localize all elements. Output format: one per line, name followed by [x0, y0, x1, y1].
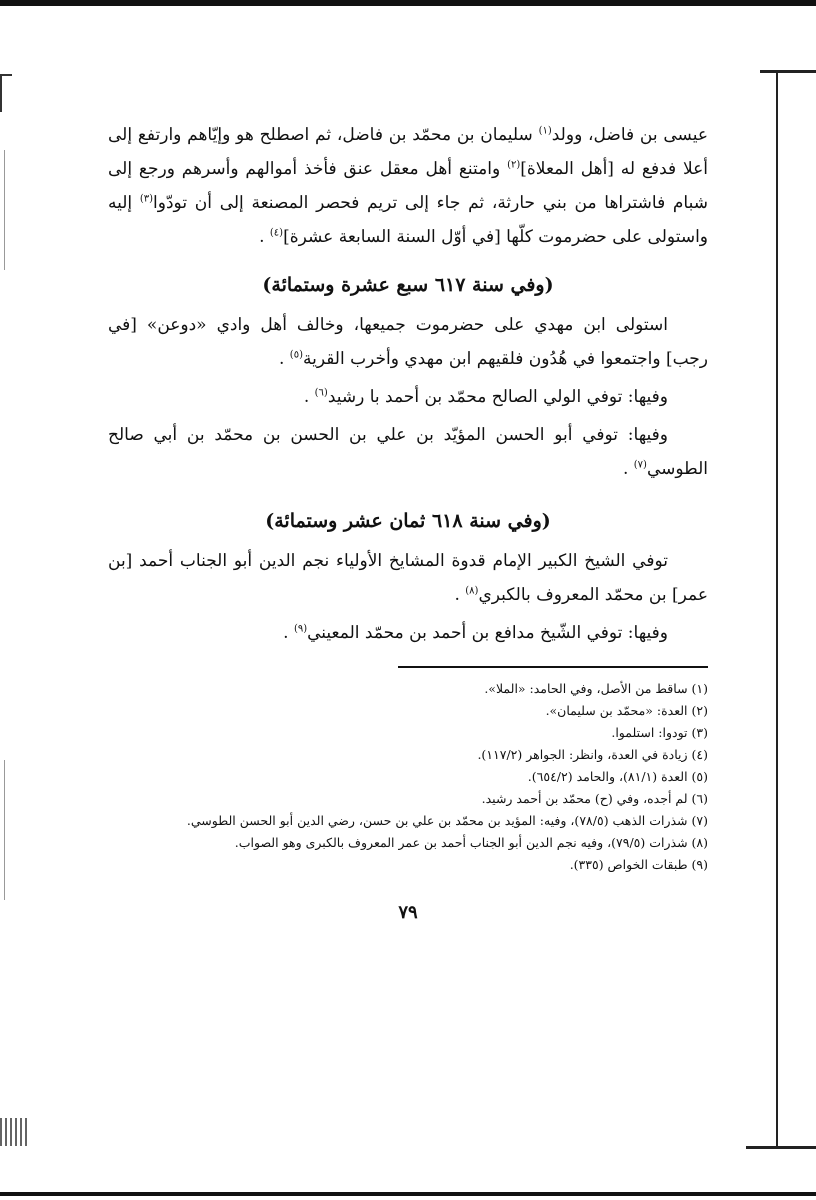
- left-edge-mark-top: [0, 74, 12, 112]
- footnote-separator: [398, 666, 708, 668]
- footnote-ref: (٩): [293, 623, 308, 635]
- footnote-3: (٣) تودوا: استلموا.: [611, 725, 708, 740]
- footnote-ref: (٥): [289, 349, 303, 361]
- section-heading-617: (وفي سنة ٦١٧ سبع عشرة وستمائة): [262, 274, 554, 296]
- footnote-8: (٨) شذرات (٧٩/٥)، وفيه نجم الدين أبو الجناب أحمد بن عمر المعروف بالكبرى وهو الصواب.: [234, 835, 708, 850]
- left-edge-mark-bottom: [0, 1118, 30, 1146]
- paragraph-4: وفيها: توفي أبو الحسن المؤيّد بن علي بن الحسن بن محمّد بن أبي صالح الطوسي$^{(٧)}$ .: [108, 425, 708, 479]
- paragraph-3: وفيها: توفي الولي الصالح محمّد بن أحمد با رشيد$^{(٦)}$ .: [303, 387, 668, 407]
- footnotes-list: [108, 678, 708, 876]
- footnote-ref: (٦): [314, 387, 328, 399]
- footnote-ref: (٤): [269, 227, 284, 239]
- footnote-ref: (٧): [633, 459, 647, 471]
- paragraph-6: وفيها: توفي الشّيخ مدافع بن أحمد بن محمّد المعيني$^{(٩)}$ .: [283, 623, 668, 643]
- paragraph-1: عيسى بن فاضل، وولد$^{(١)}$ سليمان بن محمّد بن فاضل، ثم اصطلح هو وإيّاهم وارتفع إلى أعلا فدفع له [أهل المعلاة]$^{(٢)}$ وامتنع أهل معقل عنق فأخذ أموالهم وأسرهم ورجع إلى شبام فاشتراها من بني حارثة، ثم جاء إلى تريم فحصر المصنعة إلى أن تودّوا$^{(٣)}$ إليه واستولى على حضرموت كلّها [في أوّل السنة السابعة عشرة]$^{(٤)}$ .: [108, 125, 709, 247]
- right-bracket-bottom: [746, 1146, 816, 1149]
- footnote-5: (٥) العدة (٨١/١)، والحامد (٦٥٤/٢).: [527, 769, 708, 784]
- section-heading-618: (وفي سنة ٦١٨ ثمان عشر وستمائة): [265, 510, 551, 532]
- footnote-ref: (٣): [139, 193, 154, 205]
- paragraph-2: استولى ابن مهدي على حضرموت جميعها، وخالف أهل وادي «دوعن» [في رجب] واجتمعوا في هُدُون فلقيهم ابن مهدي وأخرب القرية$^{(٥)}$ .: [108, 315, 708, 369]
- footnote-ref: (٢): [507, 159, 521, 171]
- footnote-4: (٤) زيادة في العدة، وانظر: الجواهر (١١٧/٢).: [477, 747, 708, 762]
- book-page: [108, 118, 708, 923]
- top-border: [0, 0, 816, 6]
- right-margin-rule: [776, 70, 778, 1148]
- paragraph-5: توفي الشيخ الكبير الإمام قدوة المشايخ الأولياء نجم الدين أبو الجناب أحمد [بن عمر] بن محمّد المعروف بالكبري$^{(٨)}$ .: [108, 551, 708, 605]
- footnote-ref: (٨): [465, 585, 479, 597]
- page-number: ٧٩: [398, 902, 418, 923]
- right-bracket-top: [760, 70, 816, 73]
- bottom-border: [0, 1192, 816, 1196]
- footnote-7: (٧) شذرات الذهب (٧٨/٥)، وفيه: المؤيد بن محمّد بن علي بن حسن، رضي الدين أبو الحسن الطوسي.: [186, 813, 708, 828]
- scan-artifact: [4, 760, 5, 900]
- footnote-2: (٢) العدة: «محمّد بن سليمان».: [545, 703, 708, 718]
- footnote-ref: (١): [538, 125, 552, 137]
- footnote-9: (٩) طبقات الخواص (٣٣٥).: [569, 857, 708, 872]
- footnote-6: (٦) لم أجده، وفي (ح) محمّد بن أحمد رشيد.: [481, 791, 708, 806]
- footnote-1: (١) ساقط من الأصل، وفي الحامد: «الملا».: [484, 681, 708, 696]
- scan-artifact: [4, 150, 5, 270]
